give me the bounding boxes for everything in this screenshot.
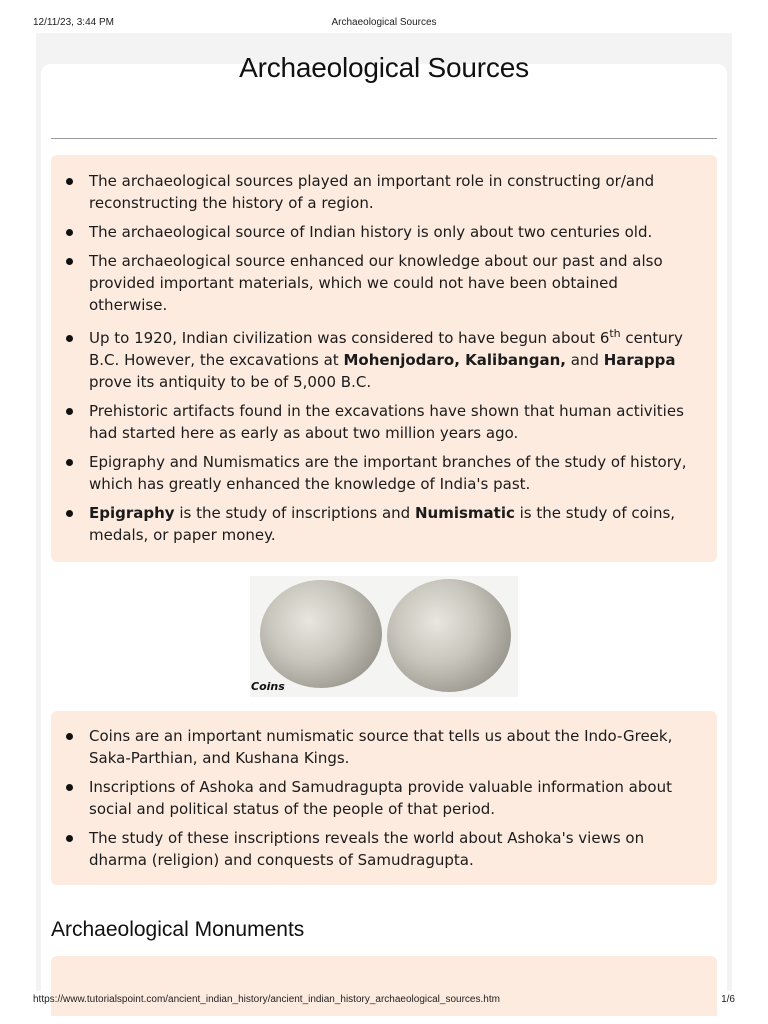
bullet-icon (66, 178, 73, 185)
list-item: The study of these inscriptions reveals the world about Ashoka's views on dharma (religion) and conquests of Samudragupta. (51, 827, 717, 871)
bullet-icon (66, 510, 73, 517)
coin-obverse-image (260, 580, 382, 688)
bullet-icon (66, 784, 73, 791)
list-item: Up to 1920, Indian civilization was considered to have begun about 6th century B.C. However, the excavations at Mohenjodaro, Kalibangan, and Harappa prove its antiquity to be of 5,000 B.C. (51, 323, 717, 393)
bullet-icon (66, 335, 73, 342)
print-url: https://www.tutorialspoint.com/ancient_indian_history/ancient_indian_history_archaeological_sources.htm (33, 994, 500, 1005)
print-footer (0, 994, 768, 1014)
section-heading: Archaeological Monuments (51, 918, 305, 941)
list-item: Coins are an important numismatic source that tells us about the Indo-Greek, Saka-Parthian, and Kushana Kings. (51, 725, 717, 769)
coins-list-box (51, 711, 717, 885)
coins-image (250, 576, 518, 697)
bullet-icon (66, 258, 73, 265)
bullet-icon (66, 733, 73, 740)
bullet-icon (66, 835, 73, 842)
list-item: The archaeological source of Indian history is only about two centuries old. (51, 221, 717, 243)
image-caption: Coins (251, 680, 285, 693)
title-divider (51, 138, 717, 139)
bullet-icon (66, 229, 73, 236)
print-header (0, 0, 768, 32)
page-title: Archaeological Sources (239, 52, 529, 83)
list-item: The archaeological sources played an important role in constructing or/and reconstructing the history of a region. (51, 170, 717, 214)
list-item: Epigraphy and Numismatics are the important branches of the study of history, which has greatly enhanced the knowledge of India's past. (51, 451, 717, 495)
list-item: Prehistoric artifacts found in the excavations have shown that human activities had started here as early as about two million years ago. (51, 400, 717, 444)
list-item: Inscriptions of Ashoka and Samudragupta provide valuable information about social and political status of the people of that period. (51, 776, 717, 820)
list-item: The archaeological source enhanced our knowledge about our past and also provided important materials, which we could not have been obtained otherwise. (51, 250, 717, 316)
print-timestamp: 12/11/23, 3:44 PM (33, 17, 114, 28)
intro-bullet-list (51, 170, 717, 546)
print-title: Archaeological Sources (331, 17, 437, 28)
coins-bullet-list (51, 725, 717, 871)
coin-reverse-image (387, 579, 511, 692)
intro-list-box (51, 155, 717, 562)
bullet-icon (66, 408, 73, 415)
list-item: Epigraphy is the study of inscriptions and Numismatic is the study of coins, medals, or paper money. (51, 502, 717, 546)
bullet-icon (66, 459, 73, 466)
page-number: 1/6 (721, 994, 735, 1005)
